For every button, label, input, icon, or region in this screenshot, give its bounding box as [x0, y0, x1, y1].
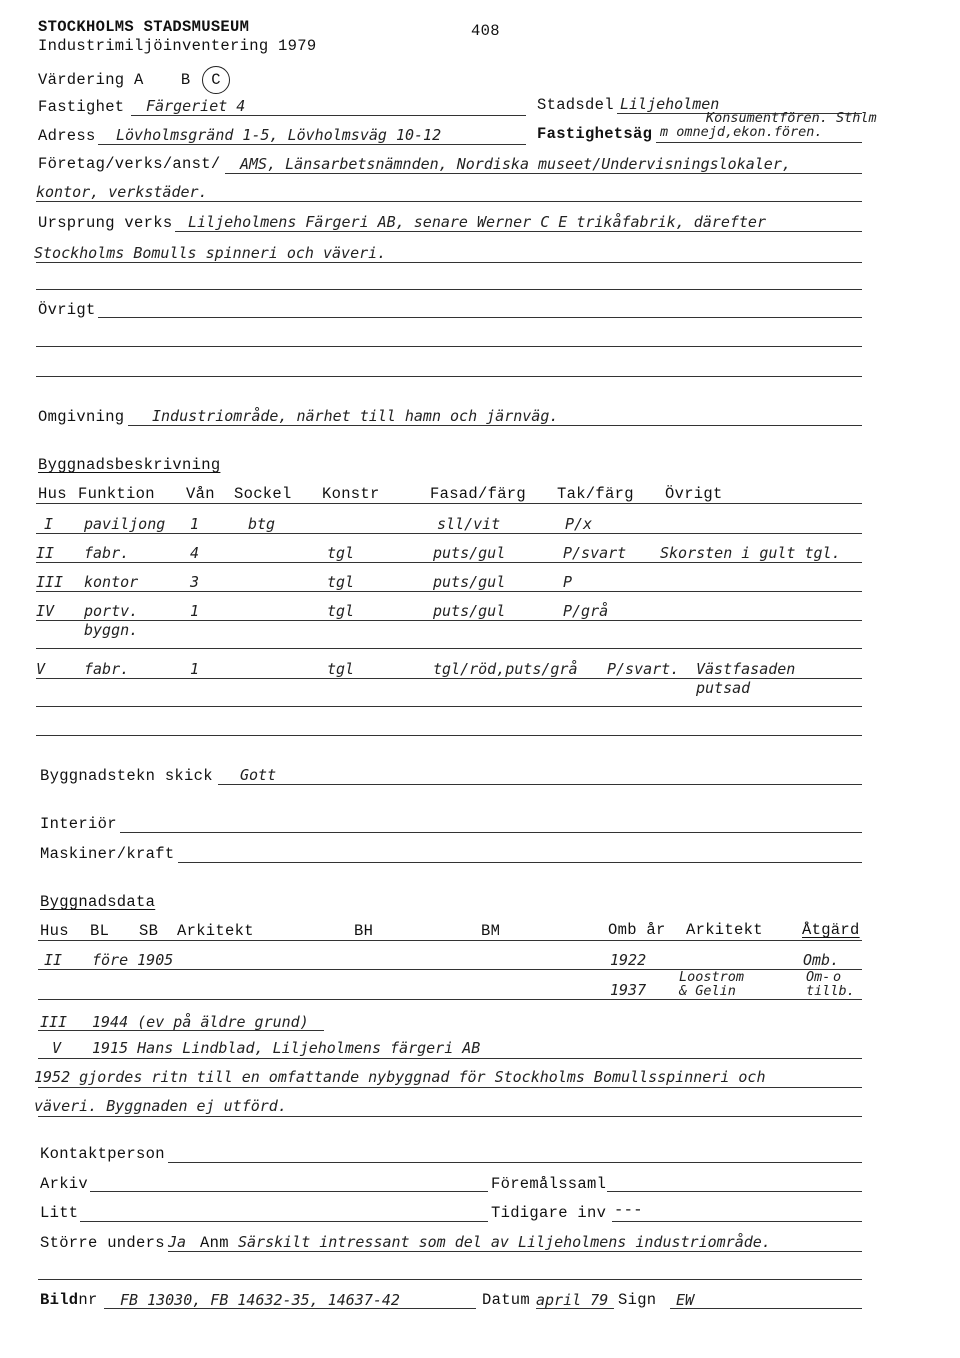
- ursprung-value-1: Liljeholmens Färgeri AB, senare Werner C E trikåfabrik, därefter: [188, 213, 766, 231]
- bb-row-5-ovrigt: Västfasaden: [696, 660, 796, 678]
- ursprung-value-2: Stockholms Bomulls spinneri och väveri.: [34, 244, 387, 262]
- stadsdel-label: Stadsdel: [537, 96, 614, 114]
- bd-col-bl: BL: [90, 922, 110, 940]
- bild-label-nr: nr: [78, 1291, 98, 1309]
- bd-col-arkitekt: Arkitekt: [177, 922, 254, 940]
- bd-row-ii-omb-1: 1922: [610, 951, 647, 969]
- museum-name: STOCKHOLMS STADSMUSEUM: [38, 18, 250, 36]
- kontakt-label: Kontaktperson: [40, 1145, 165, 1163]
- bb-row-2-fasad: puts/gul: [433, 544, 506, 562]
- bd-row-ii-ark-2b: & Gelin: [679, 983, 736, 999]
- bb-row-3-hus: III: [36, 573, 64, 591]
- bb-row-4-konstr: tgl: [327, 602, 355, 620]
- bd-note-1: 1952 gjordes ritn till en omfattande nybyggnad för Stockholms Bomullsspinneri och: [34, 1068, 766, 1086]
- sign-value: EW: [676, 1291, 695, 1309]
- foretag-value-2: kontor, verkstäder.: [36, 183, 208, 201]
- bb-row-3-konstr: tgl: [327, 573, 355, 591]
- fastighetsag-value-1: Konsumentfören. Sthlm: [706, 110, 877, 126]
- bd-row-ii-atgard-1: Omb.: [803, 951, 840, 969]
- ovrigt-label: Övrigt: [38, 301, 96, 319]
- bd-row-ii-mark: o: [833, 969, 842, 985]
- bd-col-sb: SB: [139, 922, 159, 940]
- anm-value: Särskilt intressant som del av Liljeholmens industriområde.: [238, 1233, 771, 1251]
- omgivning-label: Omgivning: [38, 408, 125, 426]
- bd-col-hus: Hus: [40, 922, 69, 940]
- bb-col-sockel: Sockel: [234, 485, 292, 503]
- arkiv-label: Arkiv: [40, 1175, 89, 1193]
- bild-label-bold: Bild: [40, 1291, 79, 1309]
- bb-row-3-funktion: kontor: [84, 573, 139, 591]
- adress-label: Adress: [38, 127, 96, 145]
- omgivning-value: Industriområde, närhet till hamn och järnväg.: [152, 407, 559, 425]
- bb-row-5-tak: P/svart.: [607, 660, 680, 678]
- bd-col-arkitekt-2: Arkitekt: [686, 921, 763, 939]
- stadsdel-value: Liljeholmen: [620, 95, 720, 113]
- bb-col-konstr: Konstr: [322, 485, 380, 503]
- bb-col-ovrigt: Övrigt: [665, 485, 723, 503]
- byggnadsdata-heading: Byggnadsdata: [40, 893, 156, 911]
- fastighet-label: Fastighet: [38, 98, 125, 116]
- bb-row-5-hus: V: [36, 660, 46, 678]
- tidigare-value: ---: [614, 1201, 643, 1219]
- bb-col-fasad: Fasad/färg: [430, 485, 527, 503]
- bb-row-5-konstr: tgl: [327, 660, 355, 678]
- grade-b: B: [180, 71, 191, 89]
- bb-row-1-funktion: paviljong: [84, 515, 166, 533]
- foremal-label: Föremålssaml: [491, 1175, 607, 1193]
- bd-row-v-text: 1915 Hans Lindblad, Liljeholmens färgeri AB: [92, 1039, 481, 1057]
- page-number: 408: [471, 22, 500, 40]
- foretag-value-1: AMS, Länsarbetsnämnden, Nordiska museet/Undervisningslokaler,: [240, 155, 791, 173]
- maskiner-label: Maskiner/kraft: [40, 845, 175, 863]
- bb-row-5-van: 1: [190, 660, 200, 678]
- tidigare-label: Tidigare inv: [491, 1204, 607, 1222]
- bb-row-3-van: 3: [190, 573, 200, 591]
- bd-row-ii-omb-2: 1937: [610, 981, 647, 999]
- foretag-label: Företag/verks/anst/: [38, 155, 221, 173]
- bb-row-4-funktion-2: byggn.: [84, 621, 139, 639]
- bb-row-3-tak: P: [563, 573, 573, 591]
- bd-col-atgard: Åtgärd: [802, 921, 860, 939]
- bb-col-tak: Tak/färg: [557, 485, 634, 503]
- bd-row-ii-atgard-2a: Om-: [806, 969, 831, 985]
- bd-row-v-hus: V: [52, 1039, 62, 1057]
- bb-row-3-fasad: puts/gul: [433, 573, 506, 591]
- bb-row-1-hus: I: [44, 515, 54, 533]
- bb-row-4-funktion: portv.: [84, 602, 139, 620]
- bd-col-bh: BH: [354, 922, 374, 940]
- bb-row-4-van: 1: [190, 602, 200, 620]
- bd-col-bm: BM: [481, 922, 501, 940]
- bb-row-1-van: 1: [190, 515, 200, 533]
- grade-label: Värdering A: [38, 71, 144, 89]
- grade-c-circled: C: [202, 66, 230, 94]
- fastighet-value: Färgeriet 4: [146, 97, 246, 115]
- bb-col-funktion: Funktion: [78, 485, 155, 503]
- bb-row-5-fasad: tgl/röd,puts/grå: [433, 660, 578, 678]
- bb-col-van: Vån: [186, 485, 215, 503]
- adress-value: Lövholmsgränd 1-5, Lövholmsväg 10-12: [116, 126, 442, 144]
- anm-label: Anm: [200, 1234, 229, 1252]
- datum-label: Datum: [482, 1291, 531, 1309]
- bb-row-4-tak: P/grå: [563, 602, 609, 620]
- grade-row: [38, 66, 230, 94]
- sign-label: Sign: [618, 1291, 657, 1309]
- byggnadsbeskrivning-heading: Byggnadsbeskrivning: [38, 456, 221, 474]
- bb-row-2-ovrigt: Skorsten i gult tgl.: [660, 544, 841, 562]
- datum-value: april 79: [536, 1291, 609, 1309]
- bb-row-1-tak: P/x: [565, 515, 593, 533]
- bd-row-ii-bl: före 1905: [92, 951, 174, 969]
- storre-value: Ja: [168, 1233, 187, 1251]
- litt-label: Litt: [40, 1204, 79, 1222]
- storre-label: Större unders: [40, 1234, 165, 1252]
- bild-label: [40, 1291, 98, 1309]
- bb-row-2-funktion: fabr.: [84, 544, 130, 562]
- form-title: Industrimiljöinventering 1979: [38, 37, 317, 55]
- skick-label: Byggnadstekn skick: [40, 767, 213, 785]
- bd-row-ii-hus: II: [44, 951, 63, 969]
- bb-row-1-sockel: btg: [248, 515, 276, 533]
- bd-row-iii-text: 1944 (ev på äldre grund): [92, 1013, 309, 1031]
- bd-note-2: väveri. Byggnaden ej utförd.: [34, 1097, 287, 1115]
- bb-row-2-tak: P/svart: [563, 544, 627, 562]
- bd-row-ii-atgard-2b: tillb.: [806, 983, 855, 999]
- bb-row-2-van: 4: [190, 544, 200, 562]
- bb-row-2-hus: II: [36, 544, 55, 562]
- bb-row-5-funktion: fabr.: [84, 660, 130, 678]
- ursprung-label: Ursprung verks: [38, 214, 173, 232]
- bb-col-hus: Hus: [38, 485, 67, 503]
- bb-row-1-fasad: sll/vit: [437, 515, 501, 533]
- bb-row-4-fasad: puts/gul: [433, 602, 506, 620]
- bd-row-ii-ark-2a: Loostrom: [679, 969, 745, 985]
- interior-label: Interiör: [40, 815, 117, 833]
- fastighetsag-label: Fastighetsäg: [537, 125, 653, 143]
- bb-row-4-hus: IV: [36, 602, 55, 620]
- bb-row-5-ovrigt-2: putsad: [696, 679, 751, 697]
- fastighetsag-value-2: m omnejd,ekon.fören.: [660, 124, 823, 140]
- bd-col-omb-ar: Omb år: [608, 921, 666, 939]
- bild-value: FB 13030, FB 14632-35, 14637-42: [120, 1291, 400, 1309]
- bd-row-iii-hus: III: [40, 1013, 68, 1031]
- bb-row-2-konstr: tgl: [327, 544, 355, 562]
- skick-value: Gott: [240, 766, 277, 784]
